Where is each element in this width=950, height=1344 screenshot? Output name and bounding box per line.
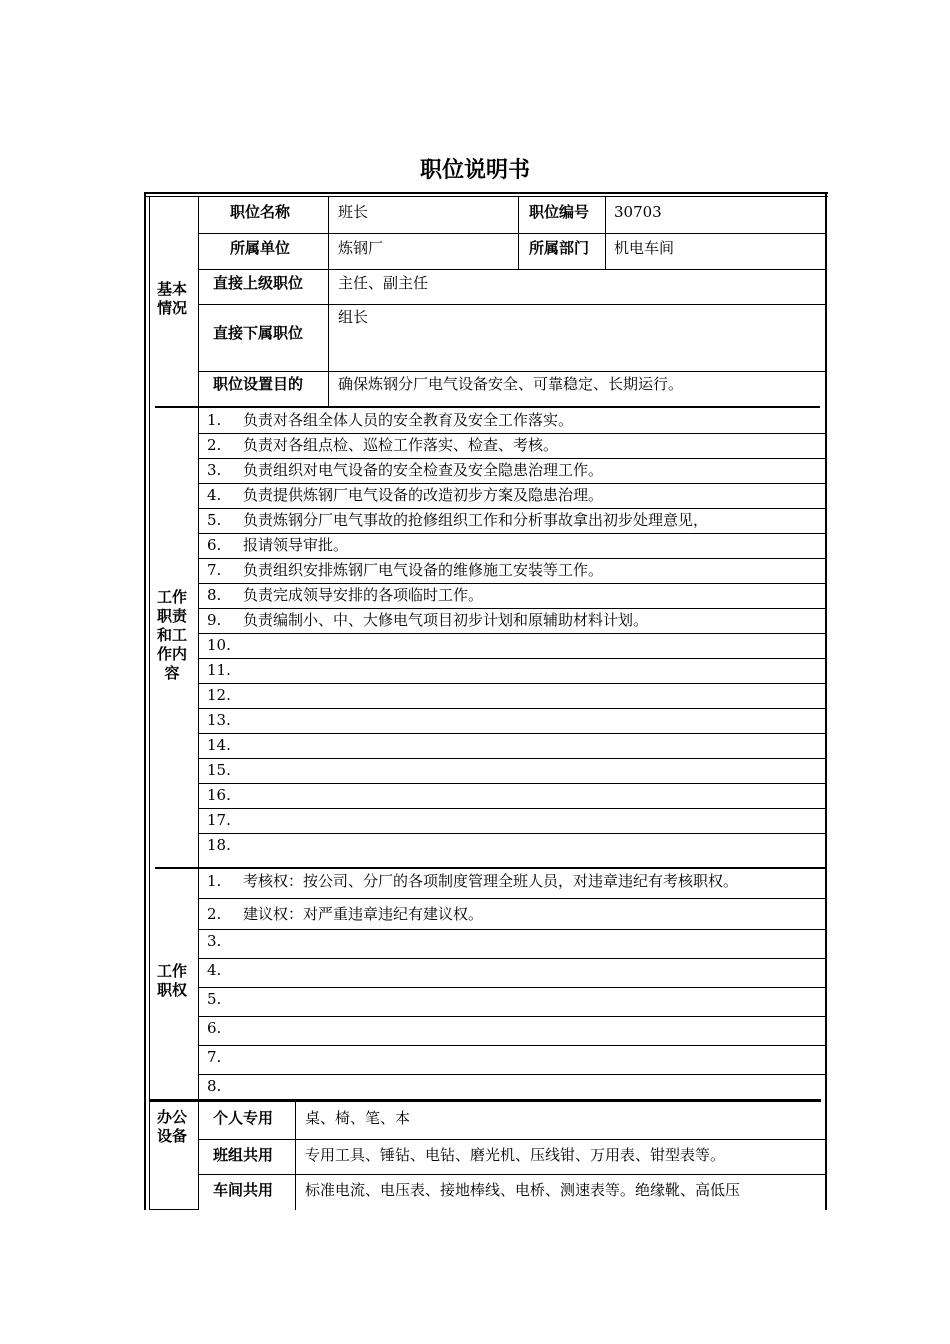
unit-label: 所属单位 (230, 239, 291, 257)
authority-row-8 (207, 1077, 243, 1095)
duty-number: 5. (207, 511, 222, 529)
table-rule (328, 196, 329, 406)
table-rule (198, 1074, 826, 1075)
authority-number: 4. (207, 961, 222, 979)
superior-value: 主任、副主任 (338, 274, 429, 292)
table-rule (198, 708, 826, 709)
duty-number: 8. (207, 586, 222, 604)
authority-row-5 (207, 990, 243, 1008)
duty-row-6 (207, 536, 348, 554)
table-rule (198, 658, 826, 659)
table-rule (198, 1016, 826, 1017)
equipment-label-1: 个人专用 (213, 1109, 274, 1127)
duty-row-5 (207, 511, 708, 529)
table-rule-bottom (149, 1209, 199, 1210)
table-rule (198, 833, 826, 834)
duty-row-18 (207, 836, 243, 854)
duty-number: 14. (207, 736, 231, 754)
equipment-label-3: 车间共用 (213, 1181, 274, 1199)
table-rule (198, 733, 826, 734)
section-rule (155, 867, 825, 869)
duty-text: 负责完成领导安排的各项临时工作。 (243, 586, 484, 604)
duty-row-17 (207, 811, 243, 829)
table-border-top (144, 192, 828, 194)
position-code-label: 职位编号 (529, 203, 590, 221)
duty-text: 负责对各组点检、巡检工作落实、检查、考核。 (243, 436, 559, 454)
equipment-value-1: 桌、椅、笔、本 (305, 1109, 411, 1127)
duty-number: 11. (207, 661, 231, 679)
section-divider (198, 196, 199, 1210)
authority-number: 1. (207, 872, 222, 890)
duty-row-15 (207, 761, 243, 779)
table-rule (518, 233, 519, 269)
authority-text: 考核权：按公司、分厂的各项制度管理全班人员，对违章违纪有考核职权。 (243, 872, 739, 890)
table-rule (198, 683, 826, 684)
duty-number: 10. (207, 636, 231, 654)
table-rule (198, 1045, 826, 1046)
authority-number: 7. (207, 1048, 222, 1066)
purpose-value: 确保炼钢分厂电气设备安全、可靠稳定、长期运行。 (338, 375, 684, 393)
duty-number: 3. (207, 461, 222, 479)
department-value: 机电车间 (614, 239, 675, 257)
section-authority-label: 工作职权 (156, 962, 187, 999)
authority-number: 8. (207, 1077, 222, 1095)
authority-text: 建议权：对严重违章违纪有建议权。 (243, 905, 484, 923)
purpose-label: 职位设置目的 (213, 375, 304, 393)
authority-row-4 (207, 961, 243, 979)
table-border-top-inner (144, 196, 828, 197)
table-rule (198, 533, 826, 534)
table-rule (198, 898, 826, 899)
section-equipment-label: 办公设备 (156, 1108, 187, 1145)
duty-text: 报请领导审批。 (243, 536, 349, 554)
duty-row-1 (207, 411, 573, 429)
table-rule (198, 558, 826, 559)
duty-row-14 (207, 736, 243, 754)
table-rule (198, 269, 826, 270)
duty-row-4 (207, 486, 603, 504)
duty-row-16 (207, 786, 243, 804)
table-rule (198, 371, 826, 372)
superior-label: 直接上级职位 (213, 274, 304, 292)
duty-row-2 (207, 436, 558, 454)
duty-row-11 (207, 661, 243, 679)
department-label: 所属部门 (529, 239, 590, 257)
duty-number: 13. (207, 711, 231, 729)
authority-row-1 (207, 872, 738, 890)
authority-number: 5. (207, 990, 222, 1008)
duty-number: 2. (207, 436, 222, 454)
duty-row-9 (207, 611, 648, 629)
table-rule (198, 808, 826, 809)
table-rule (198, 987, 826, 988)
authority-row-6 (207, 1019, 243, 1037)
duty-number: 12. (207, 686, 231, 704)
position-code-value: 30703 (614, 203, 662, 221)
authority-row-2 (207, 905, 483, 923)
subordinate-label: 直接下属职位 (213, 324, 304, 342)
subordinate-value: 组长 (338, 308, 369, 326)
table-rule (198, 633, 826, 634)
table-rule (198, 304, 826, 305)
authority-number: 3. (207, 932, 222, 950)
duty-number: 6. (207, 536, 222, 554)
duty-number: 9. (207, 611, 222, 629)
table-rule (198, 1139, 826, 1140)
table-rule (198, 758, 826, 759)
table-rule (198, 433, 826, 434)
duty-number: 17. (207, 811, 231, 829)
table-rule (198, 608, 826, 609)
duty-text: 负责组织对电气设备的安全检查及安全隐患治理工作。 (243, 461, 604, 479)
authority-number: 6. (207, 1019, 222, 1037)
duty-number: 16. (207, 786, 231, 804)
section-basic-label: 基本情况 (156, 280, 187, 317)
equipment-label-2: 班组共用 (213, 1146, 274, 1164)
duty-number: 18. (207, 836, 231, 854)
table-rule (198, 508, 826, 509)
table-rule (518, 196, 519, 233)
table-rule (198, 783, 826, 784)
section-duties-label: 工作职责和工作内容 (156, 588, 187, 682)
section-rule (155, 406, 820, 408)
table-rule (198, 1174, 826, 1175)
table-rule (198, 958, 826, 959)
authority-row-3 (207, 932, 243, 950)
duty-text: 负责编制小、中、大修电气项目初步计划和原辅助材料计划。 (243, 611, 649, 629)
table-rule (605, 196, 606, 269)
duty-number: 15. (207, 761, 231, 779)
duty-number: 1. (207, 411, 222, 429)
position-name-value: 班长 (338, 203, 369, 221)
duty-row-3 (207, 461, 603, 479)
duty-row-13 (207, 711, 243, 729)
table-border-left (144, 192, 146, 1210)
table-rule (198, 483, 826, 484)
table-border-left-inner (149, 196, 150, 1210)
duty-row-12 (207, 686, 243, 704)
page-title: 职位说明书 (419, 158, 530, 183)
duty-number: 4. (207, 486, 222, 504)
table-rule (295, 1102, 296, 1210)
position-name-label: 职位名称 (230, 203, 291, 221)
table-rule (198, 583, 826, 584)
duty-text: 负责组织安排炼钢厂电气设备的维修施工安装等工作。 (243, 561, 604, 579)
equipment-value-3: 标准电流、电压表、接地棒线、电桥、测速表等。绝缘靴、高低压 (305, 1181, 741, 1199)
authority-number: 2. (207, 905, 222, 923)
duty-row-8 (207, 586, 483, 604)
duty-row-10 (207, 636, 243, 654)
duty-number: 7. (207, 561, 222, 579)
equipment-value-2: 专用工具、锤钻、电钻、磨光机、压线钳、万用表、钳型表等。 (305, 1146, 726, 1164)
duty-text: 负责提供炼钢厂电气设备的改造初步方案及隐患治理。 (243, 486, 604, 504)
duty-row-7 (207, 561, 603, 579)
table-rule (198, 929, 826, 930)
section-rule-thick (149, 1099, 821, 1102)
unit-value: 炼钢厂 (338, 239, 384, 257)
table-rule (198, 458, 826, 459)
duty-text: 负责对各组全体人员的安全教育及安全工作落实。 (243, 411, 574, 429)
duty-text: 负责炼钢分厂电气事故的抢修组织工作和分析事故拿出初步处理意见， (243, 511, 709, 529)
table-rule (198, 233, 826, 234)
table-border-right (825, 192, 827, 1210)
authority-row-7 (207, 1048, 243, 1066)
